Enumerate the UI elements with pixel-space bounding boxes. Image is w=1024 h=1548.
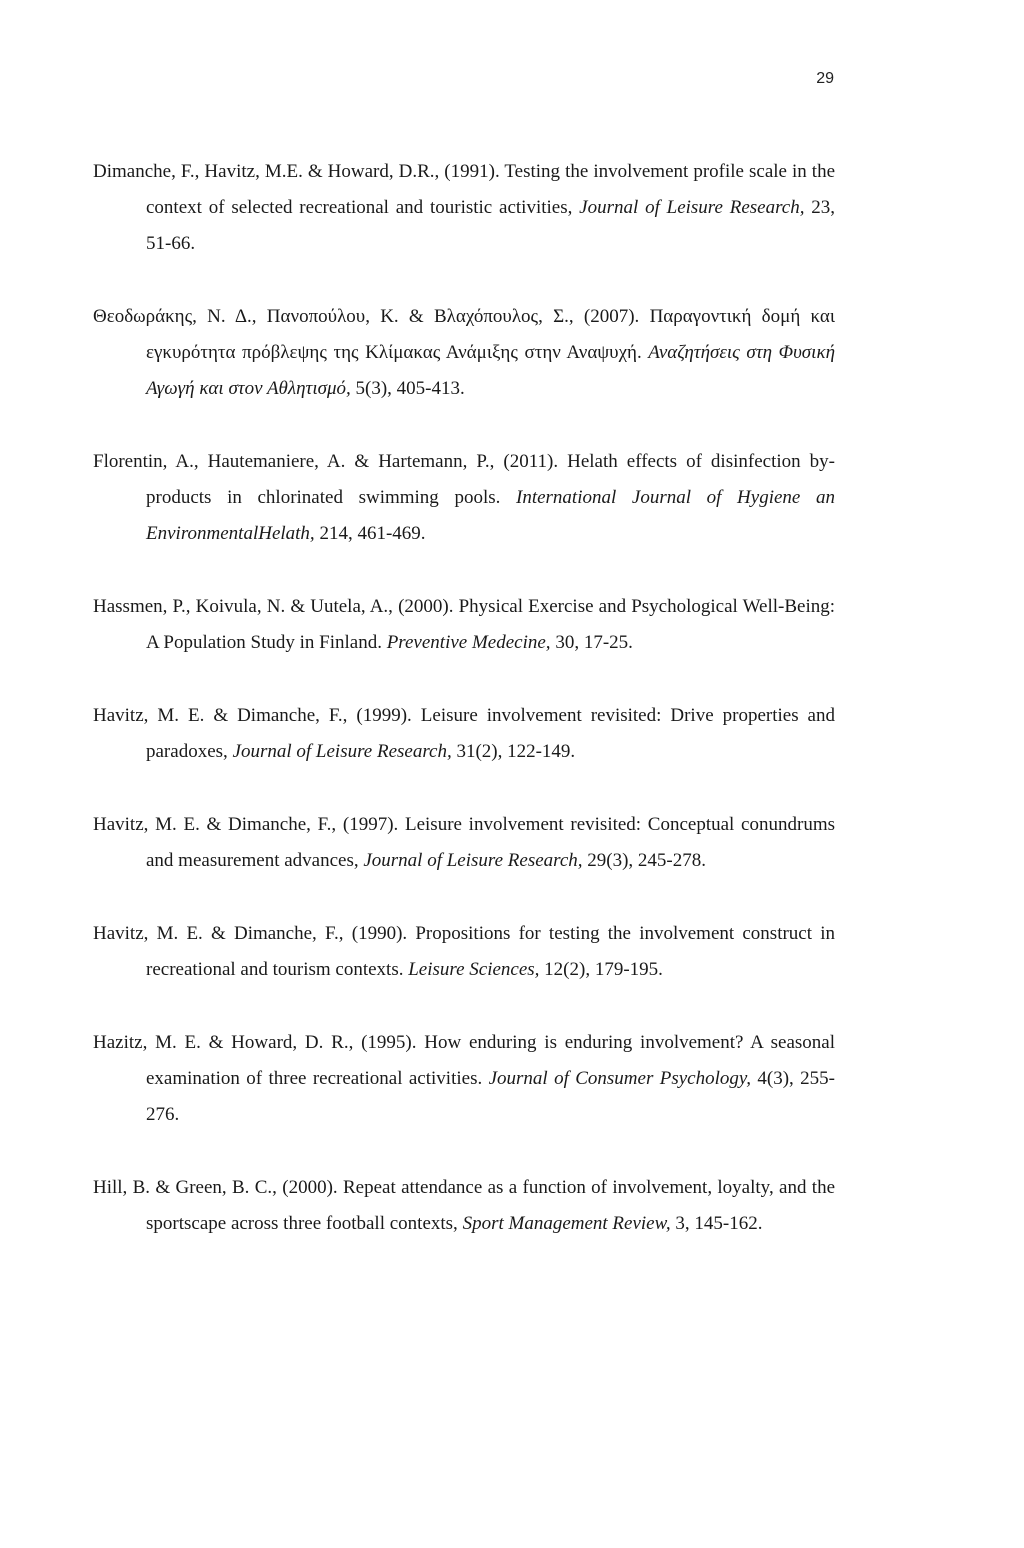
reference-details: 12(2), 179-195. [539, 959, 663, 980]
reference-list [93, 154, 835, 1279]
reference-details: 23, 51-66. [146, 197, 836, 254]
page-number: 29 [816, 70, 834, 87]
reference-text: Florentin, A., Hautemaniere, A. & Hartemann, P., (2011). Helath effects of disinfection by-products in chlorinated swimming pools. [93, 451, 835, 508]
reference-text: Havitz, M. E. & Dimanche, F., (1990). Propositions for testing the involvement construct in recreational and tourism contexts. [93, 923, 835, 980]
reference-journal: Journal of Leisure Research, [579, 197, 805, 218]
reference-entry [93, 589, 835, 661]
reference-entry [93, 1025, 835, 1133]
reference-entry [93, 299, 835, 407]
reference-journal: Journal of Consumer Psychology, [488, 1068, 752, 1089]
reference-details: 30, 17-25. [550, 632, 633, 653]
reference-journal: Journal of Leisure Research, [363, 850, 583, 871]
reference-details: 4(3), 255-276. [146, 1068, 836, 1125]
reference-details: 31(2), 122-149. [451, 741, 576, 762]
reference-details: 29(3), 245-278. [582, 850, 707, 871]
reference-text: Dimanche, F., Havitz, M.E. & Howard, D.R., (1991). Testing the involvement profile scale in the context of selected recreational and touristic activities, [93, 161, 835, 218]
reference-details: 5(3), 405-413. [350, 378, 465, 399]
reference-entry [93, 154, 835, 262]
reference-text: Hazitz, M. E. & Howard, D. R., (1995). How enduring is enduring involvement? A seasonal examination of three recreational activities. [93, 1032, 835, 1089]
reference-journal: Sport Management Review, [462, 1213, 671, 1234]
reference-journal: Αναζητήσεις στη Φυσική Αγωγή και στον Αθλητισμό, [146, 342, 836, 399]
reference-text: Hill, B. & Green, B. C., (2000). Repeat attendance as a function of involvement, loyalty, and the sportscape across three football contexts, [93, 1177, 835, 1234]
reference-entry [93, 916, 835, 988]
reference-text: Havitz, M. E. & Dimanche, F., (1997). Leisure involvement revisited: Conceptual conundrums and measurement advances, [93, 814, 835, 871]
reference-entry [93, 698, 835, 770]
reference-details: 3, 145-162. [670, 1213, 763, 1234]
reference-journal: International Journal of Hygiene an EnvironmentalHelath, [146, 487, 835, 544]
reference-entry [93, 1170, 835, 1242]
reference-entry [93, 444, 835, 552]
reference-journal: Journal of Leisure Research, [232, 741, 452, 762]
reference-text: Hassmen, P., Koivula, N. & Uutela, A., (2000). Physical Exercise and Psychological Well-Being: A Population Study in Finland. [93, 596, 835, 653]
reference-entry [93, 807, 835, 879]
reference-journal: Preventive Medecine, [386, 632, 551, 653]
reference-details: 214, 461-469. [314, 523, 426, 544]
reference-text: Havitz, M. E. & Dimanche, F., (1999). Leisure involvement revisited: Drive properties and paradoxes, [93, 705, 835, 762]
reference-text: Θεοδωράκης, Ν. Δ., Πανοπούλου, Κ. & Βλαχόπουλος, Σ., (2007). Παραγοντική δομή και εγκυρότητα πρόβλεψης της Κλίμακας Ανάμιξης στην Αναψυχή. [93, 306, 835, 363]
reference-journal: Leisure Sciences, [408, 959, 540, 980]
